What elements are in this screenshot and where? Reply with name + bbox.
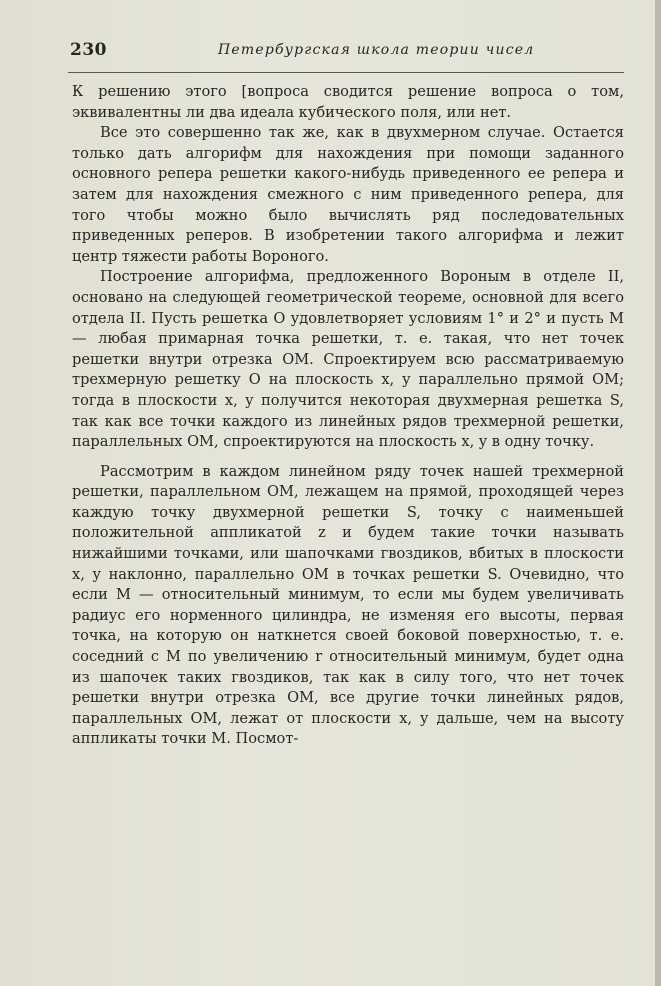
paragraph: Построение алгорифма, предложенного Вороным в отделе II, основано на следующей геометрической теореме, основной для всего отдела II. Пусть решетка O удовлетворяет условиям 1° и 2° и пусть M — любая примарная точка решетки, т. е. такая, что нет точек решетки внутри отрезка OM. Спроектируем всю рассматриваемую трехмерную решетку O на плоскость x, y параллельно прямой OM; тогда в плоскости x, y получится некоторая двухмерная решетка S, так как все точки каждого из линейных рядов трехмерной решетки, параллельных OM, спроектируются на плоскость x, y в одну точку.	[72, 268, 624, 451]
header-rule	[68, 72, 624, 73]
paragraph: Рассмотрим в каждом линейном ряду точек нашей трехмерной решетки, параллельном OM, лежащем на прямой, проходящей через каждую точку двухмерной решетки S, точку с наименьшей положительной аппликатой z и будем такие точки называть нижайшими точками, или шапочками гвоздиков, вбитых в плоскости x, y наклонно, параллельно OM в точках решетки S. Очевидно, что если M — относительный минимум, то если мы будем увеличивать радиус его норменного цилиндра, не изменяя его высоты, первая точка, на которую он наткнется своей боковой поверхностью, т. е. соседний с M по увеличению r относительный минимум, будет одна из шапочек таких гвоздиков, так как в силу того, что нет точек решетки внутри отрезка OM, все другие точки линейных рядов, параллельных OM, лежат от плоскости x, y дальше, чем на высоту аппликаты точки M. Посмот-	[72, 462, 624, 748]
page-number: 230	[70, 40, 107, 60]
page-header	[70, 38, 630, 62]
running-title: Петербургская школа теории чисел	[218, 42, 535, 58]
paragraph: К решению этого [вопроса сводится решение вопроса о том, эквивалентны ли два идеала кубического поля, или нет.	[72, 83, 624, 121]
body-text	[72, 82, 624, 750]
paragraph: Все это совершенно так же, как в двухмерном случае. Остается только дать алгорифм для нахождения при помощи заданного основного репера решетки какого-нибудь приведенного ее репера и затем для нахождения смежного с ним приведенного репера, для того чтобы можно было вычислять ряд последовательных приведенных реперов. В изобретении такого алгорифма и лежит центр тяжести работы Вороного.	[72, 124, 624, 265]
